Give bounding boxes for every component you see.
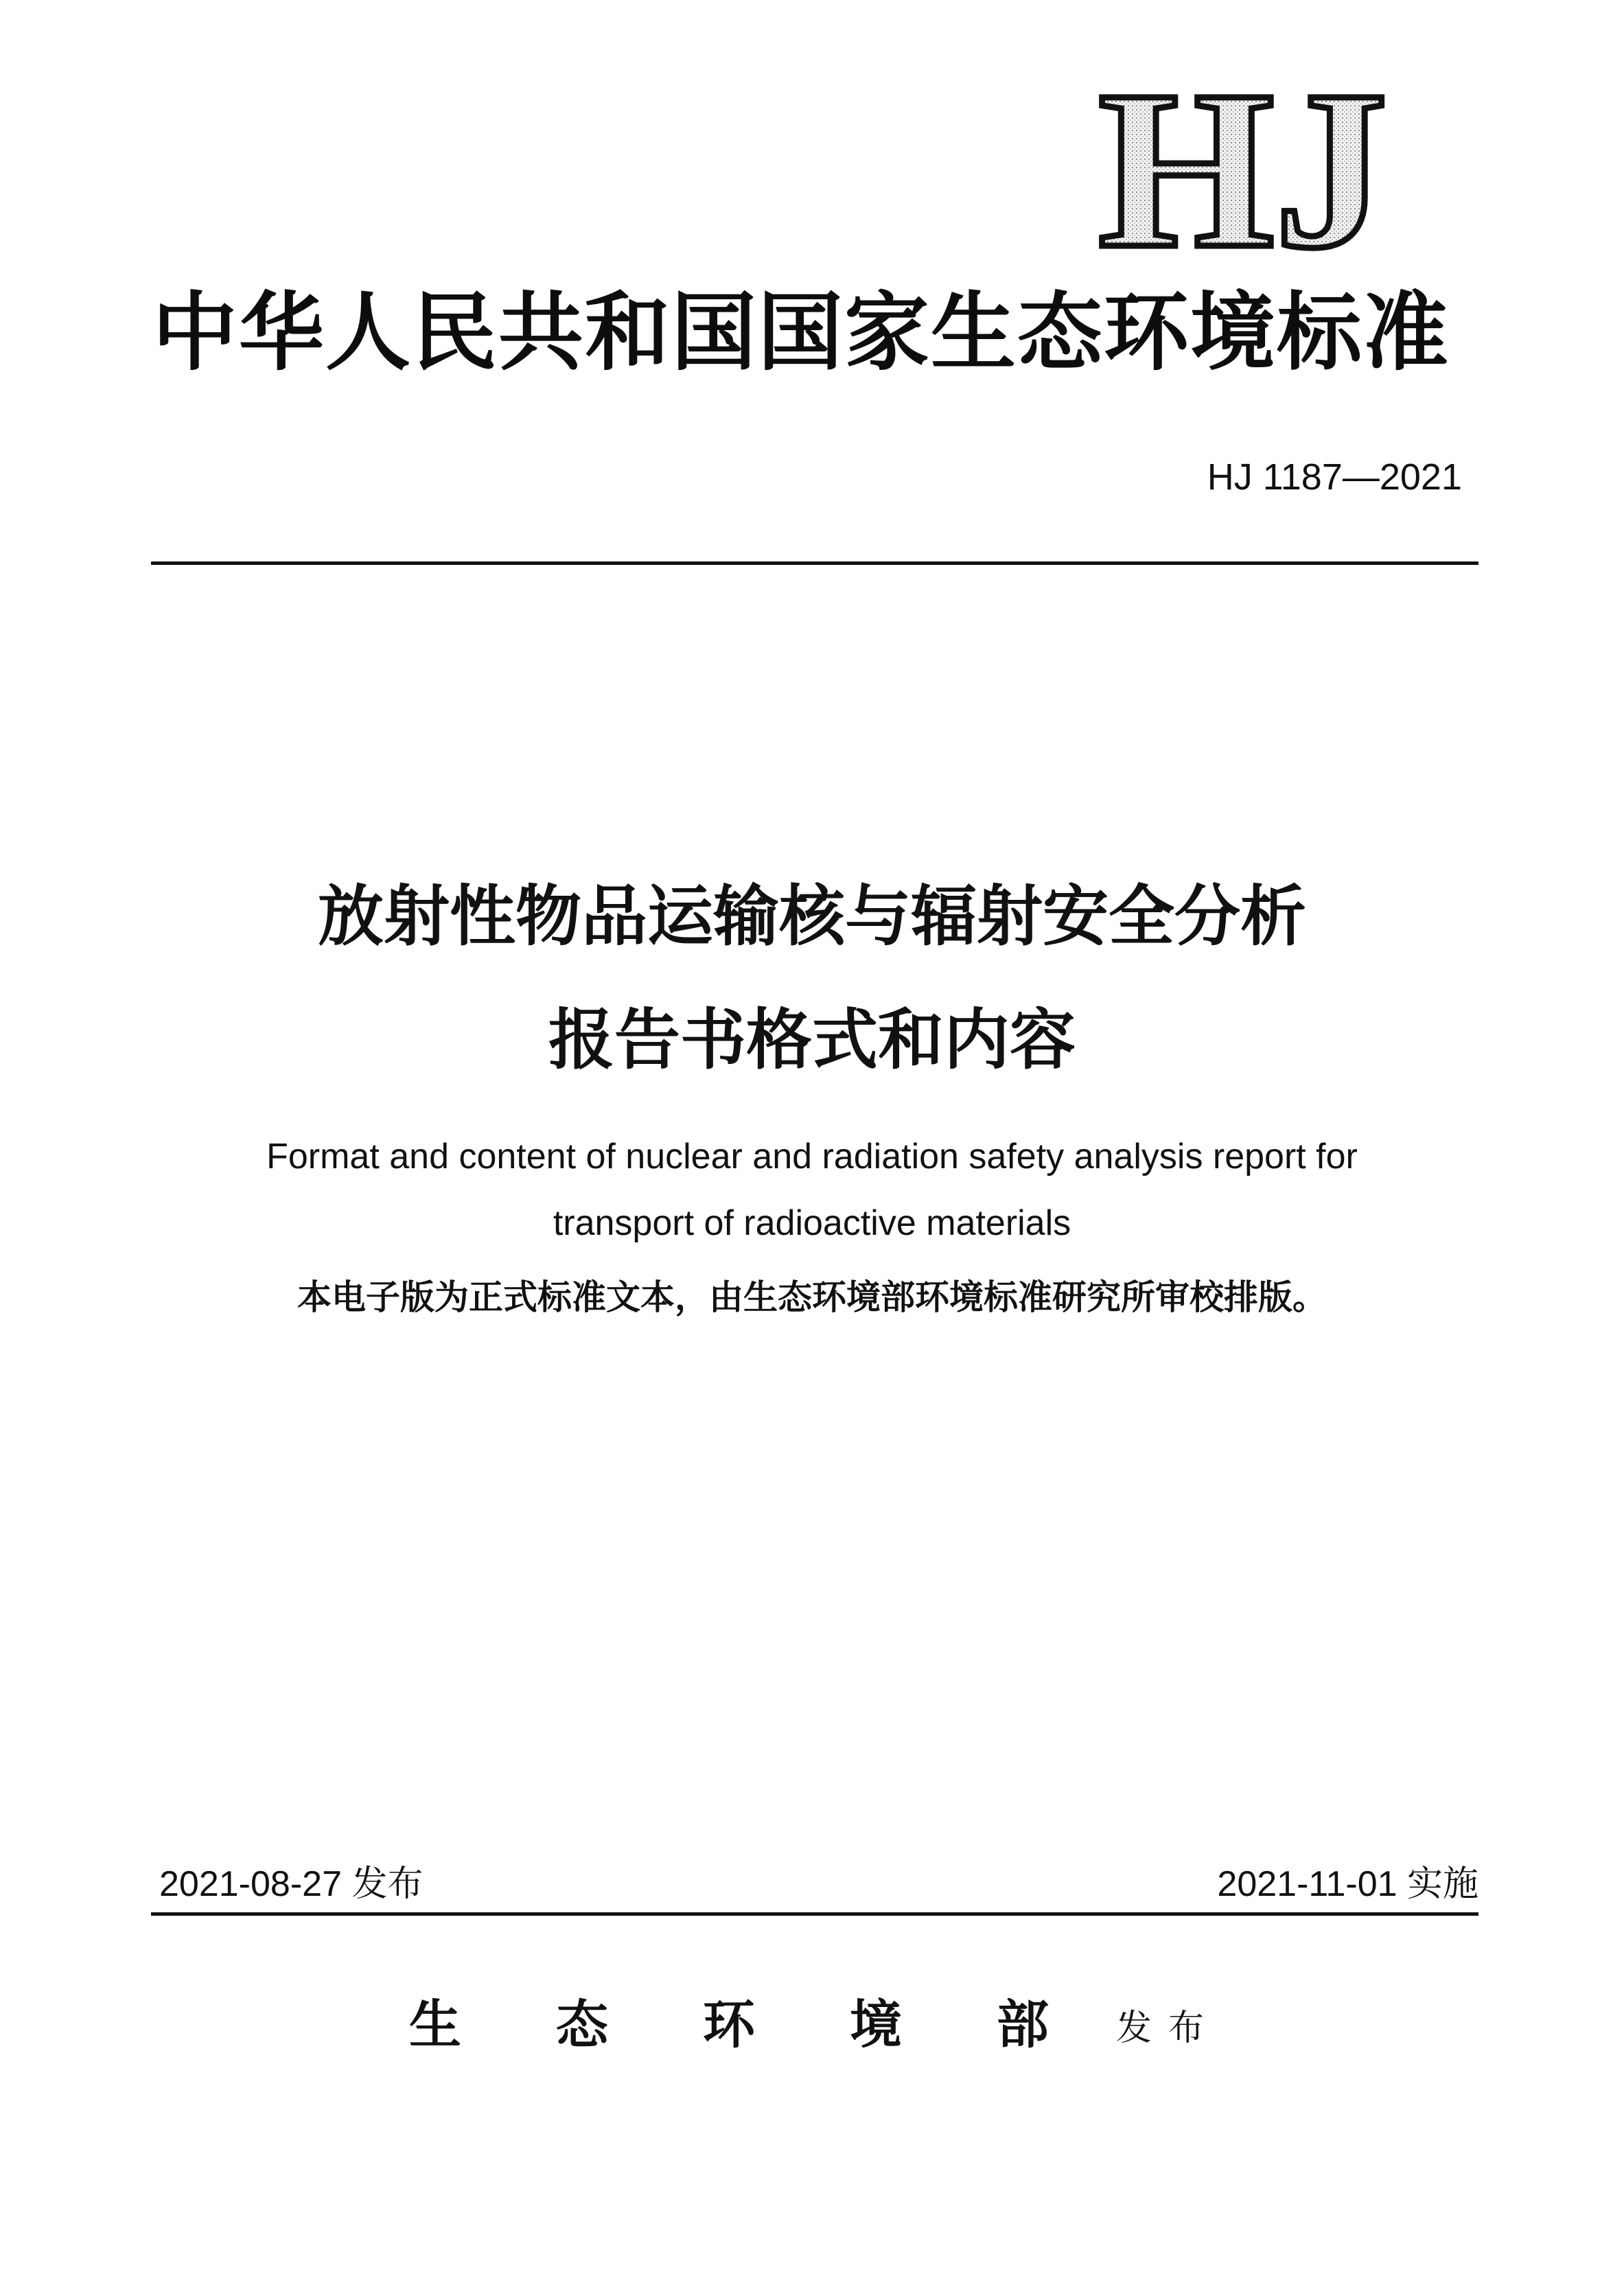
issue-date: 2021-08-27 发布 <box>159 1864 424 1904</box>
national-standard-title: 中华人民共和国国家生态环境标准 <box>152 283 1450 382</box>
bottom-divider <box>151 1912 1478 1916</box>
english-title-line-2: transport of radioactive materials <box>553 1203 1071 1243</box>
top-divider <box>151 561 1478 565</box>
publisher-suffix: 发布 <box>1116 2008 1221 2049</box>
english-title-line-1: Format and content of nuclear and radiation safety analysis report for <box>266 1137 1358 1176</box>
hj-logo <box>1098 76 1441 254</box>
publisher-name: 生态环境部 <box>409 1994 1144 2055</box>
chinese-title-line-2: 报告书格式和内容 <box>548 1001 1076 1078</box>
standard-number: HJ 1187—2021 <box>1207 456 1462 498</box>
chinese-title-line-1: 放射性物品运输核与辐射安全分析 <box>318 878 1306 955</box>
electronic-edition-note: 本电子版为正式标准文本，由生态环境部环境标准研究所审校排版。 <box>297 1277 1327 1317</box>
effective-date: 2021-11-01 实施 <box>1217 1864 1478 1904</box>
hj-logo-text: HJ <box>1098 76 1388 254</box>
